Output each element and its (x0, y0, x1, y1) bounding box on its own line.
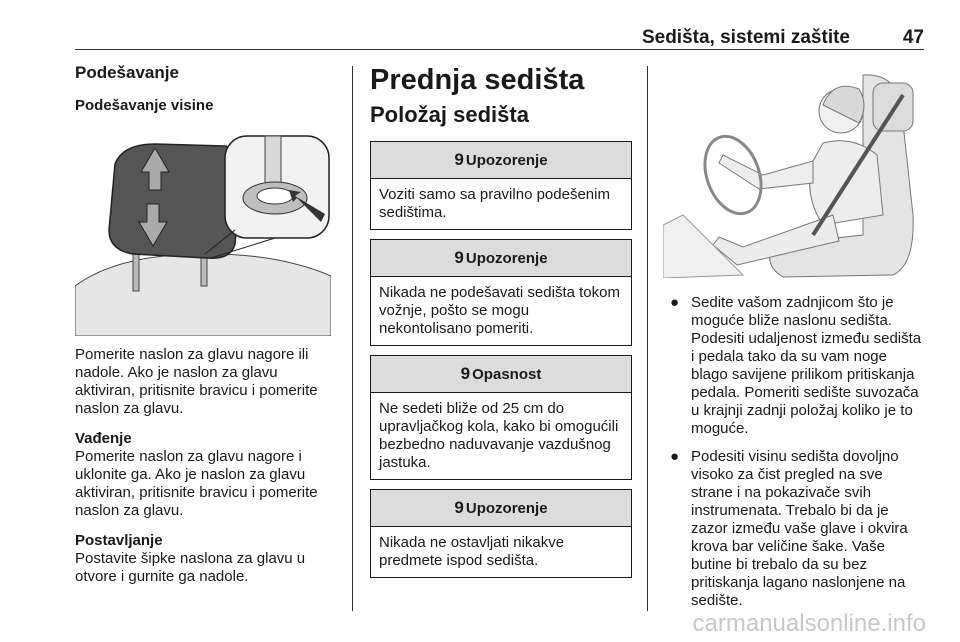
warning-box (370, 239, 632, 346)
warning-text: Nikada ne ostavljati nikakve predmete ispod sedišta. (379, 534, 565, 569)
warning-text: Voziti samo sa pravilno podešenim sedištima. (379, 186, 610, 221)
headrest-illustration (75, 126, 331, 336)
header-title: Sedišta, sistemi zaštite (641, 27, 850, 48)
warning-icon: 9 (454, 248, 464, 267)
list-item-text: Podesiti visinu sedišta dovoljno visoko za čist pregled na sve strane i na pokazivače svih instrumenata. Trebalo bi da je zazor između vaše glave i okvira krova bar veličine šake. Vaše butine bi trebalo da su bez pritiskanja lagano naslonjene na sedište. (691, 448, 908, 609)
bullet-icon: ● (670, 448, 680, 465)
adjust-instructions: Pomerite naslon za glavu nagore ili nadole. Ako je naslon za glavu aktiviran, pritisnite bravicu i pomerite naslon za glavu. (75, 346, 318, 417)
danger-header (371, 356, 631, 393)
list-item (663, 448, 926, 610)
warning-label: Upozorenje (465, 151, 548, 169)
page-number: 47 (902, 27, 924, 48)
chapter-title: Prednja sedišta (370, 64, 585, 96)
warning-box (370, 489, 632, 578)
removal-text: Pomerite naslon za glavu nagore i uklonite ga. Ako je naslon za glavu aktiviran, pritisnite bravicu i pomerite naslon za glavu. (75, 448, 318, 519)
driver-seat-illustration (663, 65, 926, 278)
watermark: carmanualsonline.info (692, 610, 926, 637)
warning-text: Nikada ne podešavati sedišta tokom vožnje, pošto se mogu nekontolisano pomeriti. (379, 284, 620, 337)
warning-header (371, 142, 631, 179)
bullet-icon: ● (670, 294, 680, 311)
column-seat-position (663, 63, 926, 620)
warning-icon: 9 (454, 498, 464, 517)
install-text: Postavite šipke naslona za glavu u otvore i gurnite ga nadole. (75, 550, 306, 585)
warning-header (371, 240, 631, 277)
danger-icon: 9 (460, 364, 471, 383)
warning-header (371, 490, 631, 527)
danger-box (370, 355, 632, 480)
section-title: Podešavanje (75, 63, 179, 82)
install-label: Postavljanje (75, 532, 163, 549)
warning-icon: 9 (454, 150, 464, 169)
removal-label: Vađenje (75, 430, 132, 447)
column-front-seats (370, 63, 632, 578)
list-item-text: Sedite vašom zadnjicom što je moguće bliže naslonu sedišta. Podesiti udaljenost između sedišta i pedala tako da su vam noge blago savijene prilikom pritiskanja pedala. Pomeriti sedište suvozača u krajnji zadnji položaj koliko je to moguće. (691, 294, 922, 437)
subsection-title: Podešavanje visine (75, 97, 214, 114)
warning-box (370, 141, 632, 230)
seat-position-list (663, 294, 926, 610)
warning-label: Upozorenje (465, 499, 548, 517)
header-rule (75, 49, 924, 50)
danger-label: Opasnost (472, 365, 542, 383)
danger-text: Ne sedeti bliže od 25 cm do upravljačkog kola, kako bi omogućili bezbedno naduvavanje vazdušnog jastuka. (379, 400, 619, 471)
chapter-subtitle: Položaj sedišta (370, 102, 529, 127)
warning-label: Upozorenje (465, 249, 548, 267)
column-headrest (75, 63, 337, 586)
column-divider-right (647, 66, 648, 611)
column-divider-left (352, 66, 353, 611)
list-item (663, 294, 926, 438)
